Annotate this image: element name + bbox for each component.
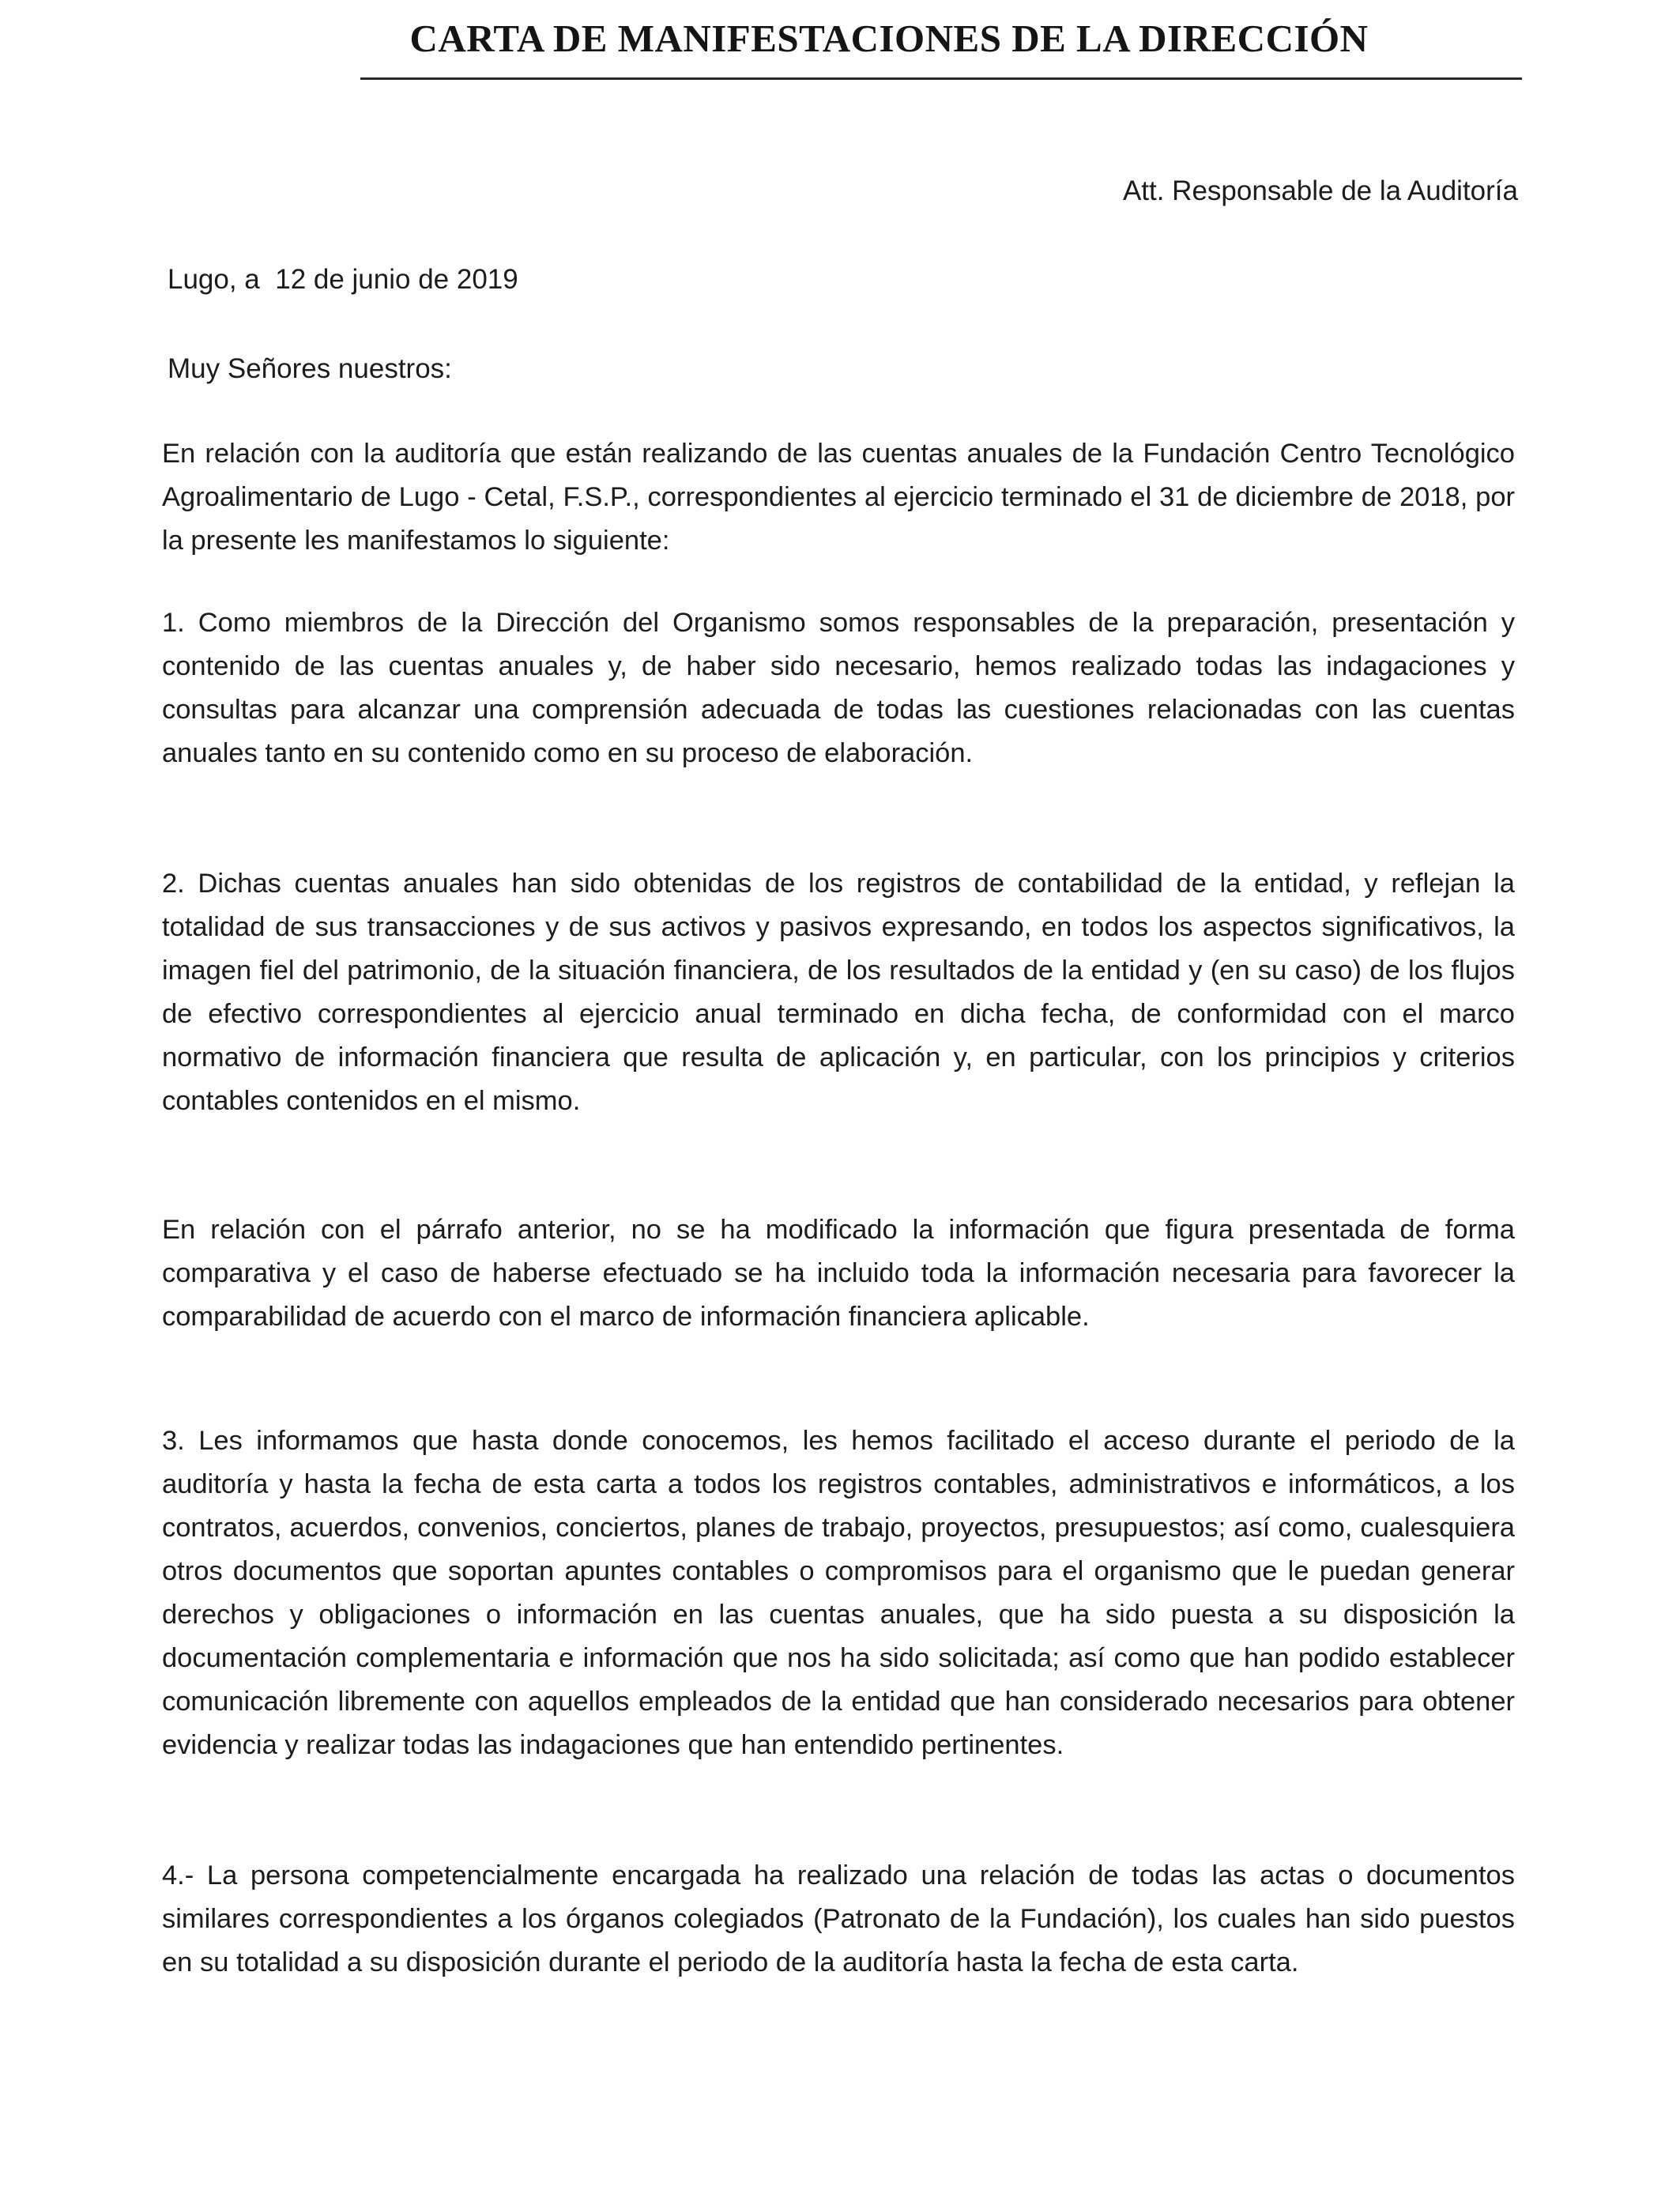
paragraph-4: 4.- La persona competencialmente encargada ha realizado una relación de todas las actas o documentos similares correspondientes a los órganos colegiados (Patronato de la Fundación), los cuales han sido puestos en su totalidad a su disposición durante el periodo de la auditoría hasta la fecha de esta carta. — [162, 1860, 1515, 1977]
paragraph-1: 1. Como miembros de la Dirección del Organismo somos responsables de la preparación, presentación y contenido de las cuentas anuales y, de haber sido necesario, hemos realizado todas las indagaciones y consultas para alcanzar una comprensión adecuada de todas las cuestiones relacionadas con las cuentas anuales tanto en su contenido como en su proceso de elaboración. — [162, 608, 1515, 768]
intro-paragraph: En relación con la auditoría que están realizando de las cuentas anuales de la Fundación Centro Tecnológico Agroalimentario de Lugo - Cetal, F.S.P., correspondientes al ejercicio terminado el 31 de diciembre de 2018, por la presente les manifestamos lo siguiente: — [162, 439, 1515, 556]
paragraph-3: 3. Les informamos que hasta donde conocemos, les hemos facilitado el acceso durante el periodo de la auditoría y hasta la fecha de esta carta a todos los registros contables, administrativos e informáticos, a los contratos, acuerdos, convenios, conciertos, planes de trabajo, proyectos, presupuestos; así como, cualesquiera otros documentos que soportan apuntes contables o compromisos para el organismo que le puedan generar derechos y obligaciones o información en las cuentas anuales, que ha sido puesta a su disposición la documentación complementaria e información que nos ha sido solicitada; así como que han podido establecer comunicación libremente con aquellos empleados de la entidad que han considerado necesarios para obtener evidencia y realizar todas las indagaciones que han entendido pertinentes. — [162, 1426, 1515, 1760]
salutation: Muy Señores nuestros: — [168, 353, 452, 384]
date-line: Lugo, a 12 de junio de 2019 — [168, 264, 518, 295]
title-underline — [360, 77, 1522, 80]
paragraph-2-followup: En relación con el párrafo anterior, no se ha modificado la información que figura presentada de forma comparativa y el caso de haberse efectuado se ha incluido toda la información necesaria para favorecer la comparabilidad de acuerdo con el marco de información financiera aplicable. — [162, 1215, 1515, 1332]
attention-line: Att. Responsable de la Auditoría — [1122, 175, 1518, 206]
paragraph-2: 2. Dichas cuentas anuales han sido obtenidas de los registros de contabilidad de la entidad, y reflejan la totalidad de sus transacciones y de sus activos y pasivos expresando, en todos los aspectos significativos, la imagen fiel del patrimonio, de la situación financiera, de los resultados de la entidad y (en su caso) de los flujos de efectivo correspondientes al ejercicio anual terminado en dicha fecha, de conformidad con el marco normativo de información financiera que resulta de aplicación y, en particular, con los principios y criterios contables contenidos en el mismo. — [162, 869, 1515, 1116]
document-title: CARTA DE MANIFESTACIONES DE LA DIRECCIÓN — [409, 17, 1369, 60]
